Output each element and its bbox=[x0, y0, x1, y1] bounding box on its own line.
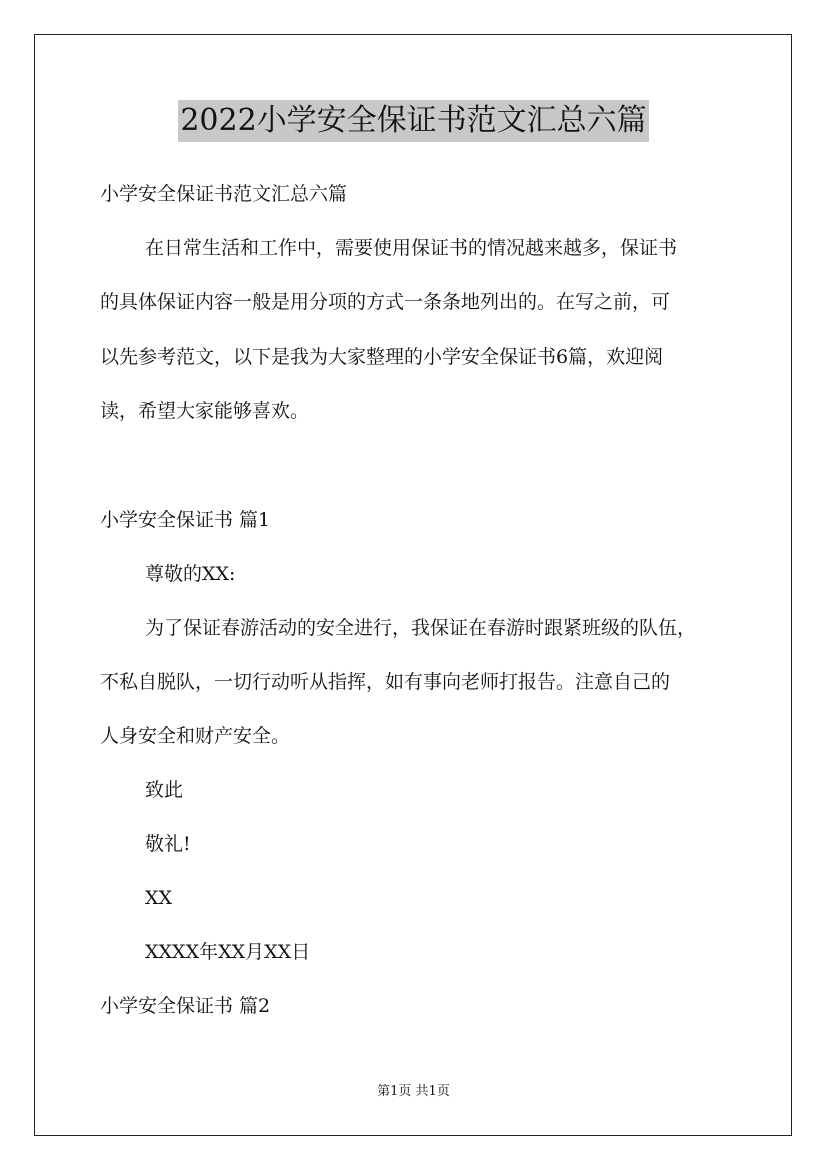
section-1-body-line-2: 不私自脱队，一切行动听从指挥，如有事向老师打报告。注意自己的 bbox=[100, 671, 671, 693]
intro-line-3: 以先参考范文，以下是我为大家整理的小学安全保证书6篇，欢迎阅 bbox=[100, 346, 664, 368]
section-2-heading: 小学安全保证书 篇2 bbox=[100, 995, 271, 1017]
section-1-closing-2: 敬礼! bbox=[145, 833, 191, 855]
page-footer: 第1页 共1页 bbox=[377, 1084, 450, 1099]
intro-line-4: 读，希望大家能够喜欢。 bbox=[100, 400, 310, 422]
section-1-closing-1: 致此 bbox=[145, 779, 184, 801]
section-1-salutation: 尊敬的XX: bbox=[145, 563, 236, 585]
document-subtitle: 小学安全保证书范文汇总六篇 bbox=[100, 183, 348, 205]
section-1-signature: XX bbox=[145, 887, 173, 909]
section-1-date: XXXX年XX月XX日 bbox=[145, 941, 311, 963]
document-title: 2022小学安全保证书范文汇总六篇 bbox=[178, 100, 648, 142]
intro-line-2: 的具体保证内容一般是用分项的方式一条条地列出的。在写之前，可 bbox=[100, 291, 671, 313]
section-1-body-line-1: 为了保证春游活动的安全进行，我保证在春游时跟紧班级的队伍， bbox=[145, 617, 697, 639]
section-1-heading: 小学安全保证书 篇1 bbox=[100, 509, 271, 531]
title-container bbox=[0, 100, 827, 142]
intro-line-1: 在日常生活和工作中，需要使用保证书的情况越来越多，保证书 bbox=[145, 237, 678, 259]
section-1-body-line-3: 人身安全和财产安全。 bbox=[100, 725, 291, 747]
